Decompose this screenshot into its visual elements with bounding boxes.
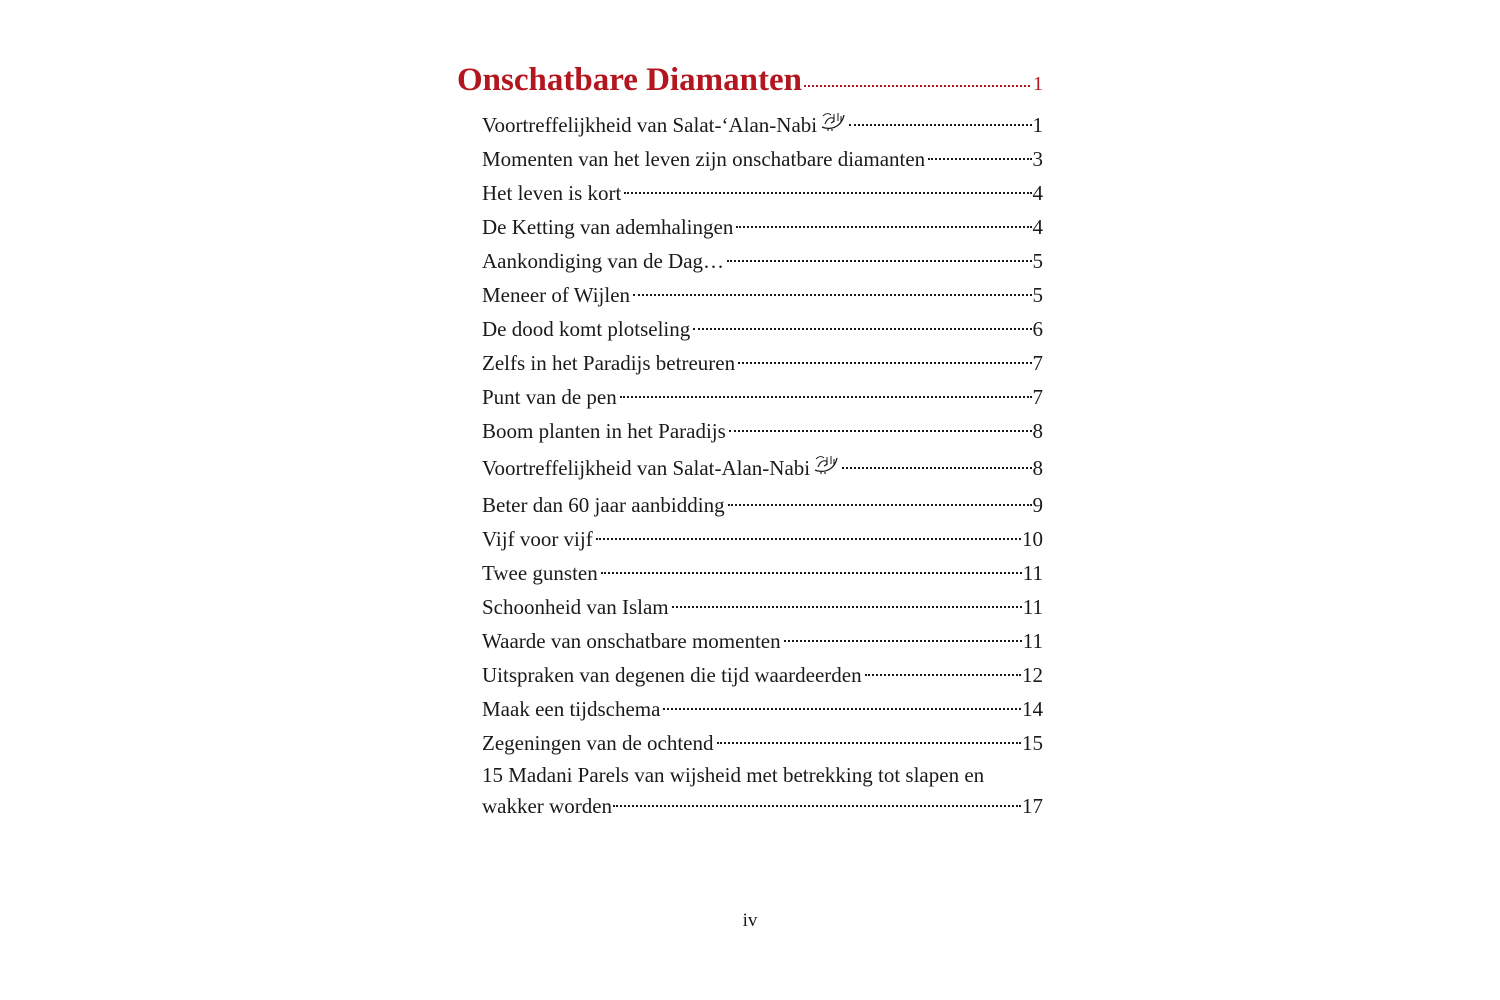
dot-leader [613,805,1021,807]
toc-entry-page: 4 [1032,181,1043,205]
toc-entry-multiline [482,760,1043,822]
dot-leader [633,294,1031,296]
toc-entry-page: 8 [1032,419,1043,443]
toc-entry-label: Voortreffelijkheid van Salat-‘Alan-Nabi [482,113,818,137]
toc-entry [482,278,1043,312]
dot-leader [624,192,1031,194]
toc-entry-label: Momenten van het leven zijn onschatbare diamanten [482,147,926,171]
toc-entry [482,692,1043,726]
toc-entry [482,244,1043,278]
toc-entry [482,590,1043,624]
toc-entry-line2 [482,791,1043,822]
toc-entry-page: 8 [1032,456,1043,480]
toc-entry-page: 9 [1032,493,1043,517]
toc-entry-label: Waarde van onschatbare momenten [482,629,781,653]
dot-leader [849,124,1031,126]
toc-entry-page: 5 [1032,283,1043,307]
toc-entry-label: Aankondiging van de Dag… [482,249,725,273]
toc-entry-label: De Ketting van ademhalingen [482,215,734,239]
dot-leader [804,85,1030,87]
dot-leader [672,606,1022,608]
toc-entry-label: Het leven is kort [482,181,622,205]
page-folio: iv [742,910,758,931]
dot-leader [736,226,1031,228]
dot-leader [928,158,1031,160]
toc-entry-label: Vijf voor vijf [482,527,593,551]
toc-entry-page: 7 [1032,351,1043,375]
chapter-title: Onschatbare Diamanten [457,62,802,98]
toc-entry-label: Uitspraken van degenen die tijd waardeerden [482,663,862,687]
toc-entry-label: Schoonheid van Islam [482,595,669,619]
dot-leader [738,362,1031,364]
toc-entry-label-line2: wakker worden [482,794,613,818]
toc-entries [457,108,1043,822]
toc-entry-label: Zegeningen van de ochtend [482,731,714,755]
dot-leader [728,504,1032,506]
toc-entry [482,556,1043,590]
toc-entry [482,346,1043,380]
chapter-page-number: 1 [1033,73,1043,95]
toc-entry-page: 14 [1022,697,1043,721]
salutation-calligraphy-icon [813,453,839,475]
toc-entry-label: Meneer of Wijlen [482,283,631,307]
dot-leader [842,467,1031,469]
toc-entry-page: 10 [1022,527,1043,551]
toc-entry-label: Beter dan 60 jaar aanbidding [482,493,725,517]
dot-leader [693,328,1031,330]
toc-entry-label: Twee gunsten [482,561,598,585]
chapter-heading-row [457,62,1043,108]
toc-entry [482,624,1043,658]
dot-leader [663,708,1021,710]
toc-entry [482,726,1043,760]
dot-leader [717,742,1022,744]
toc-entry [482,448,1043,488]
toc-entry [482,658,1043,692]
toc-entry-page: 1 [1032,113,1043,137]
dot-leader [620,396,1032,398]
toc-entry-page: 4 [1032,215,1043,239]
toc-entry-label: Zelfs in het Paradijs betreuren [482,351,736,375]
toc-entry [482,380,1043,414]
toc-entry-page: 11 [1022,629,1043,653]
toc-entry-label: Punt van de pen [482,385,617,409]
toc-entry-page: 11 [1022,561,1043,585]
toc-entry-page: 7 [1032,385,1043,409]
dot-leader [784,640,1022,642]
dot-leader [727,260,1031,262]
toc-entry-page: 17 [1022,794,1043,818]
toc-entry-label: De dood komt plotseling [482,317,691,341]
toc-entry-label: Boom planten in het Paradijs [482,419,726,443]
toc-entry-page: 11 [1022,595,1043,619]
dot-leader [596,538,1021,540]
toc-entry-label: Voortreffelijkheid van Salat-Alan-Nabi [482,456,811,480]
salutation-calligraphy-icon [820,110,846,132]
dot-leader [729,430,1032,432]
dot-leader [601,572,1022,574]
dot-leader [865,674,1021,676]
toc-entry-page: 3 [1032,147,1043,171]
toc-entry-label: Maak een tijdschema [482,697,661,721]
toc-entry [482,176,1043,210]
toc-entry-page: 5 [1032,249,1043,273]
toc-entry [482,142,1043,176]
toc-entry-label-line1: 15 Madani Parels van wijsheid met betrekking tot slapen en [482,763,985,787]
toc-entry [482,488,1043,522]
toc-entry-page: 12 [1022,663,1043,687]
table-of-contents [457,62,1043,822]
toc-entry [482,414,1043,448]
toc-entry [482,108,1043,142]
toc-entry [482,522,1043,556]
toc-entry [482,210,1043,244]
toc-entry-page: 6 [1032,317,1043,341]
toc-entry [482,312,1043,346]
toc-entry-page: 15 [1022,731,1043,755]
